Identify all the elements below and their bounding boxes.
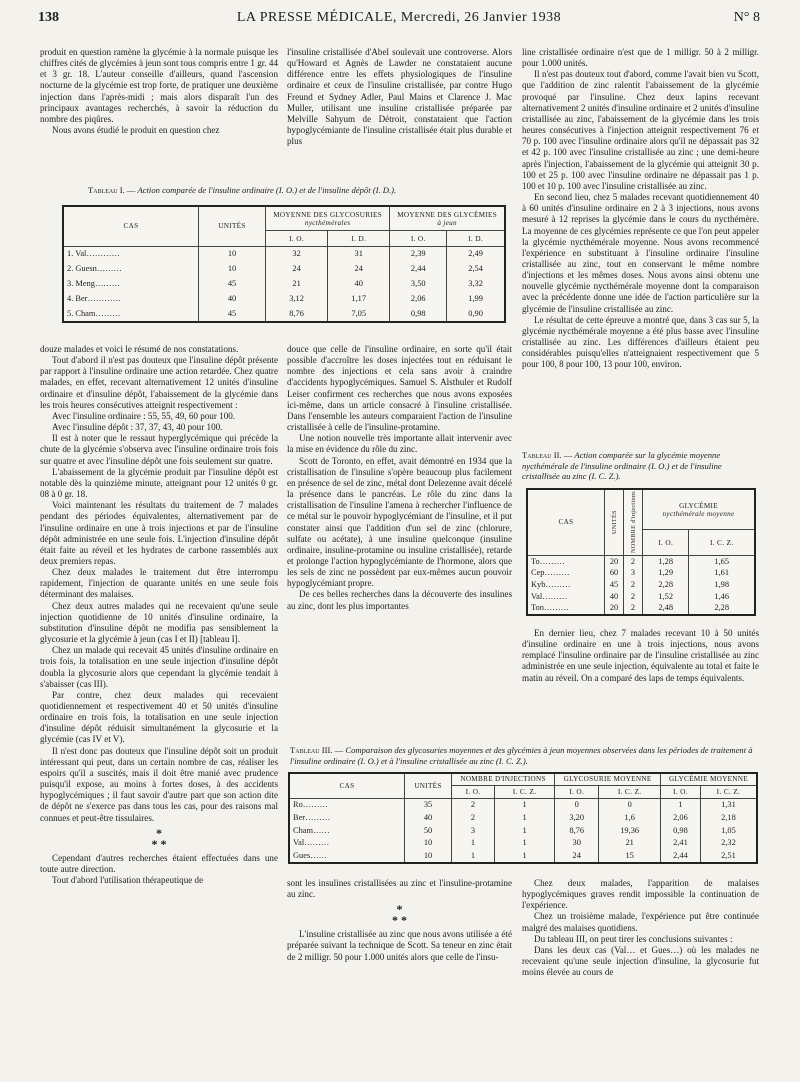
cell: Cep……… (531, 568, 570, 578)
caption-label: Tableau III. — (290, 745, 344, 755)
cell: 4. Ber………… (67, 293, 121, 303)
cell: 0,98 (390, 306, 447, 322)
cell: 60 (605, 567, 624, 579)
cell: 21 (599, 837, 661, 850)
cell: Ber……… (293, 813, 331, 823)
cell: 3,50 (390, 276, 447, 291)
paragraph: L'insuline cristallisée au zinc que nous avons utilisée a été préparée suivant la technique de Scott. Sa teneur en zinc était de 2 milligr. 50 pour 1.000 unités alors que celle de l'insu- (287, 929, 512, 962)
cell: 1 (495, 849, 555, 863)
column-2-top (287, 47, 512, 173)
cell: 2,48 (643, 602, 689, 615)
table-row (289, 812, 757, 825)
table-2 (526, 488, 756, 616)
table-row (289, 837, 757, 850)
paragraph: Scott de Toronto, en effet, avait démontré en 1934 que la cristallisation de l'insuline s'opère beaucoup plus facilement en présence de sel de zinc, métal dont Delezenne avait décelé la présence dans le pancréas. Le rôle du zinc dans la cristallisation de l'insuline l'amena à rechercher l'influence de ce métal sur le pouvoir hypoglycémiant de l'insuline, et il put constater ainsi que l'addition d'un sel de zinc (chlorure, sulfate ou acétate), à une insuline quelconque (insuline ordinaire, insuline-protamine ou insuline cristallisée), retarde et prolonge l'action hypoglycémiante de l'hormone, alors que les sels de zinc ne possèdent par eux-mêmes aucun pouvoir hypoglycémiant propre. (287, 455, 512, 589)
cell: 1,61 (689, 567, 755, 579)
col-header-glycemies (390, 206, 505, 231)
column-3-bottom (522, 878, 759, 1076)
paragraph: L'abaissement de la glycémie produit par l'insuline dépôt est notable dès la quinzième minute, atteignant pour 12 unités 0 gr. 08 à 0 gr. 18. (40, 466, 278, 500)
paragraph: En dernier lieu, chez 7 malades recevant 10 à 50 unités d'insuline ordinaire en une à trois injections, nous avons remplacé l'insuline ordinaire par de l'insuline cristallisée au zinc administrée en une seule injection, équivalente au total et faite le matin au réveil. On a comparé des laps de temps équivalents. (522, 628, 759, 683)
paragraph: line cristallisée ordinaire n'est que de 1 milligr. 50 à 2 milligr. pour 1.000 unités. (522, 47, 759, 69)
cell: 40 (199, 291, 266, 306)
paragraph: Chez deux malades, l'apparition de malaises hypoglycémiques graves rendit impossible la continuation de l'expérience. (522, 878, 759, 911)
paragraph: Il n'est donc pas douteux que l'insuline dépôt soit un produit intéressant qui peut, dans un certain nombre de cas, réaliser les espoirs qu'il a suscités, mais il doit être manié avec prudence puisqu'il expose, au moins à fortes doses, à des accidents hypoglycémiques ; il faut savoir d'autre part que son action dite de dépôt ne s'exerce pas dans tous les cas, pour des raisons mal connues et peut-être tissulaires. (40, 745, 278, 823)
header-subtext: nycthémérale moyenne (662, 509, 735, 518)
cell: 24 (555, 849, 599, 863)
cell: 0,98 (661, 824, 701, 837)
col-header-nombre: NOMBRE d'injections (624, 489, 643, 555)
caption-text: Comparaison des glycosuries moyennes et des glycémies à jeun moyennes observées dans les périodes de traitement à l'insuline ordinaire (I. O.) et à l'insuline cristallisée au zinc (I. C. Z.). (290, 745, 753, 766)
header-subtext: nycthémérales (304, 218, 351, 227)
table-row (527, 579, 755, 591)
cell: 1,99 (447, 291, 505, 306)
cell: 2 (624, 555, 643, 567)
col-header-glycemie: GLYCÉMIE MOYENNE (661, 773, 757, 785)
table-3-caption (290, 745, 760, 766)
cell: 3,12 (266, 291, 328, 306)
paragraph: douce que celle de l'insuline ordinaire, en sorte qu'il était possible d'accroître les doses injectées tout en réduisant le nombre des injections et cela sans avoir à craindre d'accidents hypoglycémiques. Samuel S. Alsthuler et Rudolf Leiser confirment ces recherches que nous avons exposées ici-même, dans un article consacré à l'insuline cristallisée. Dans l'ensemble les auteurs comparaient l'action de l'insuline cristallisée à celle de l'insuline-protamine. (287, 344, 512, 433)
cell: 3 (624, 567, 643, 579)
cell: 2,54 (447, 262, 505, 277)
paragraph: sont les insulines cristallisées au zinc et l'insuline-protamine au zinc. (287, 878, 512, 900)
cell: 35 (405, 798, 452, 811)
paragraph: De ces belles recherches dans la découverte des insulines au zinc, dont les plus importantes (287, 589, 512, 611)
cell: 2,49 (447, 246, 505, 261)
cell: Ro……… (293, 800, 328, 810)
table-row (63, 306, 505, 322)
cell: 31 (328, 246, 390, 261)
sub-header: I. C. Z. (689, 530, 755, 555)
cell: 2,28 (643, 579, 689, 591)
col-header-glycosuries (266, 206, 390, 231)
cell: 0 (599, 798, 661, 811)
cell: 1,46 (689, 591, 755, 603)
cell: 21 (266, 276, 328, 291)
cell: 2 (624, 602, 643, 615)
cell: 2,32 (700, 837, 757, 850)
cell: 1 (495, 798, 555, 811)
col-header-glycosurie: GLYCOSURIE MOYENNE (555, 773, 661, 785)
cell: 1,29 (643, 567, 689, 579)
cell: 45 (605, 579, 624, 591)
paragraph: Nous avons étudié le produit en question chez (52, 125, 220, 136)
cell: 40 (328, 276, 390, 291)
table-1-caption (88, 185, 488, 196)
table-2-caption (522, 450, 759, 482)
cell: Kyb……… (531, 579, 571, 589)
cell: 2 (624, 579, 643, 591)
paragraph: Tout d'abord il n'est pas douteux que l'insuline dépôt présente par rapport à l'insuline ordinaire une action retardée. Chez quatre malades, en effet, recevant alternativement 12 unités d'insuline ordinaire et d'insuline dépôt, l'abaissement de la glycémie dans les trois heures consécutives atteignit respectivement : (40, 355, 278, 410)
cell: 1,65 (689, 555, 755, 567)
paragraph: Dans les deux cas (Val… et Gues…) où les malades ne recevaient qu'une seule injection d'insuline, la glycosurie fut moins élevée au cours de (522, 944, 759, 978)
table-row (289, 824, 757, 837)
table-row (63, 262, 505, 277)
paragraph: Voici maintenant les résultats du traitement de 7 malades pendant des périodes équivalentes, alternativement par de l'insuline ordinaire en une à trois injections et par de l'insuline dépôt administrée en une seule fois. L'injection d'insuline dépôt était faite au réveil et les hydrates de carbone rassemblés aux deux premiers repas. (40, 500, 278, 566)
col-header-unites: UNITÉS (199, 206, 266, 246)
cell: 3. Meng……… (67, 278, 121, 288)
cell: Cham…… (293, 825, 330, 835)
cell: 32 (266, 246, 328, 261)
header-text: GLYCÉMIE (679, 501, 718, 510)
issue-number: N° 8 (733, 10, 760, 25)
cell: 2. Guesn……… (67, 264, 122, 274)
cell: 10 (199, 262, 266, 277)
col-header-unites: UNITÉS (605, 489, 624, 555)
paragraph: Chez deux autres malades qui ne recevaient qu'une seule injection quotidienne de 10 unités d'insuline ordinaire, la substitution d'insuline dépôt ne modifia pas sensiblement la glycosurie et la glycémie à jeun (cas I et II) [tableau I]. (40, 600, 278, 645)
cell: Gues…… (293, 850, 327, 860)
cell: 8,76 (555, 824, 599, 837)
column-2-body (287, 344, 512, 736)
col-header-cas: CAS (63, 206, 199, 246)
cell: 1 (495, 812, 555, 825)
table-3 (288, 772, 758, 864)
sub-header: I. C. Z. (700, 785, 757, 798)
cell: 2,44 (661, 849, 701, 863)
table-row (289, 849, 757, 863)
col-header-cas: CAS (527, 489, 605, 555)
cell: 2,44 (390, 262, 447, 277)
paragraph: Avec l'insuline dépôt : 37, 37, 43, 40 pour 100. (52, 422, 223, 433)
paragraph: Il est à noter que le ressaut hyperglycémique qui précède la chute de la glycémie s'observa avec l'insuline ordinaire trois fois sur quatre et avec l'insuline dépôt une fois seulement sur quatre. (40, 433, 278, 466)
cell: Ton……… (531, 603, 570, 613)
sub-header: I. O. (266, 231, 328, 246)
paragraph: Par contre, chez deux malades qui recevaient quotidiennement et respectivement 40 et 50 unités d'insuline ordinaire en trois fois, la totalisation en une seule injection d'insuline dépôt réduisit simultanément la glycosurie et la glycémie (cas IV et V). (40, 689, 278, 745)
table-row (289, 798, 757, 811)
cell: 24 (266, 262, 328, 277)
cell: 2,18 (700, 812, 757, 825)
sub-header: I. C. Z. (599, 785, 661, 798)
page-number: 138 (38, 10, 59, 25)
paragraph: Avec l'insuline ordinaire : 55, 55, 49, 60 pour 100. (52, 410, 236, 421)
table-row (63, 246, 505, 261)
paragraph: Le résultat de cette épreuve a montré que, dans 3 cas sur 5, la glycémie nycthémérale moyenne a été plus basse avec l'insuline cristallisée au zinc. Les différences d'ailleurs étaient peu considérables puisqu'elles n'atteignaient respectivement que 5 pour 100, 8 pour 100, 13 pour 100, environ. (522, 314, 759, 370)
cell: 1,52 (643, 591, 689, 603)
cell: 8,76 (266, 306, 328, 322)
cell: 1,31 (700, 798, 757, 811)
cell: 20 (605, 555, 624, 567)
cell: 2,28 (689, 602, 755, 615)
table-row (63, 291, 505, 306)
cell: 2,51 (700, 849, 757, 863)
cell: 1 (495, 837, 555, 850)
column-2-bottom (287, 878, 512, 1076)
column-1-body (40, 344, 278, 1076)
paragraph: Cependant d'autres recherches étaient effectuées dans une toute autre direction. (40, 852, 278, 874)
col-header-injections: NOMBRE D'INJECTIONS (452, 773, 555, 785)
table-1 (62, 205, 506, 323)
page-header (38, 10, 760, 30)
cell: 1 (452, 837, 495, 850)
cell: 5. Cham……… (67, 308, 121, 318)
paragraph: Chez un malade qui recevait 45 unités d'insuline ordinaire en trois fois, la totalisation en une seule injection d'insuline dépôt doubla la glycosurie alors que cependant la glycémie tendait à s'abaisser (cas III). (40, 645, 278, 689)
cell: 3 (452, 824, 495, 837)
cell: Val……… (293, 838, 330, 848)
cell: 2,06 (661, 812, 701, 825)
cell: 19,36 (599, 824, 661, 837)
header-subtext: à jeun (437, 218, 457, 227)
col-header-cas: CAS (289, 773, 405, 798)
section-separator: * * * (392, 902, 407, 928)
cell: 3,20 (555, 812, 599, 825)
sub-header: I. O. (643, 530, 689, 555)
cell: 2 (624, 591, 643, 603)
column-3-body (522, 628, 759, 736)
cell: 2 (452, 798, 495, 811)
cell: 10 (199, 246, 266, 261)
table-row (527, 567, 755, 579)
paragraph: Il n'est pas douteux tout d'abord, comme l'avait bien vu Scott, que l'addition de zinc ralentit l'abaissement de la glycémie provoqué par l'insuline. Chez deux lapins recevant alternativement 2 unités d'insuline ordinaire et 2 unités d'insuline cristallisée au zinc, l'abaissement de la glycémie dans les trois heures consécutives à l'injection atteignit respectivement 76 et 70 p. 100 avec l'insuline ordinaire alors qu'il ne dépassait pas 32 et 42 p. 100 avec l'insuline cristallisée au zinc ; une demi-heure après l'injection, l'abaissement de la glycémie qui atteignit 30 p. 100 et 25 p. 100 avec l'insuline ordinaire ne dépassait pas 1 p. 100 et 10 p. 100 avec l'insuline cristallisée au zinc. (522, 69, 759, 191)
table-row (527, 555, 755, 567)
sub-header: I. D. (447, 231, 505, 246)
cell: 1,6 (599, 812, 661, 825)
cell: 0 (555, 798, 599, 811)
paragraph: Chez un troisième malade, l'expérience put être continuée malgré des malaises quotidiens. (522, 911, 759, 933)
cell: 45 (199, 306, 266, 322)
sub-header: I. O. (452, 785, 495, 798)
sub-header: I. D. (328, 231, 390, 246)
sub-header: I. O. (390, 231, 447, 246)
cell: 40 (405, 812, 452, 825)
cell: 2,06 (390, 291, 447, 306)
cell: 1 (661, 798, 701, 811)
sub-header: I. O. (555, 785, 599, 798)
sub-header: I. C. Z. (495, 785, 555, 798)
cell: 1. Val………… (67, 249, 120, 259)
paragraph: En second lieu, chez 5 malades recevant quotidiennement 40 à 60 unités d'insuline ordinaire en 2 à 3 injections, nous avons mesuré à 12 reprises la glycémie dans le cours du nycthémère. La moyenne de ces glycémies représente ce que l'on peut appeler la glycémie nycthémérale moyenne. Nous avons recommencé l'expérience en substituant à l'insuline ordinaire l'insuline cristallisée au zinc, tout en conservant le même nombre d'injections et les mêmes doses. Nous avons ainsi obtenu une nouvelle glycémie nycthémérale moyenne dont la comparaison avec la précédente donne une idée de l'action particulière sur la glycémie de l'insuline cristallisée au zinc. (522, 192, 759, 314)
journal-title: LA PRESSE MÉDICALE, Mercredi, 26 Janvier 1938 (236, 10, 562, 25)
table-row (527, 602, 755, 615)
paragraph: Une notion nouvelle très importante allait intervenir avec la mise en évidence du rôle du zinc. (287, 433, 512, 455)
table-row (527, 591, 755, 603)
col-header-unites: UNITÉS (405, 773, 452, 798)
col-header-glycemie (643, 489, 756, 530)
paragraph: douze malades et voici le résumé de nos constatations. (40, 344, 239, 354)
caption-label: Tableau I. — (88, 185, 136, 195)
cell: 2,41 (661, 837, 701, 850)
header-text: MOYENNE DES GLYCOSURIES (273, 210, 383, 219)
cell: 2 (452, 812, 495, 825)
cell: 50 (405, 824, 452, 837)
paragraph: produit en question ramène la glycémie à la normale puisque les chiffres cités de glycémies à jeun sont tous compris entre 1 gr. 44 et 3 gr. 18. L'auteur conseille d'ailleurs, quand l'ascension nocturne de la glycémie est trop forte, de pratiquer une deuxième injection dans l'après-midi ; mais alors disparaît l'un des principaux avantages recherchés, à savoir la réduction du nombre des piqûres. (40, 47, 278, 124)
paragraph: Chez deux malades le traitement dut être interrompu rapidement, l'injection de quarante unités en une seule fois déterminant des malaises. (40, 567, 278, 600)
cell: 30 (555, 837, 599, 850)
cell: 1,98 (689, 579, 755, 591)
cell: 7,05 (328, 306, 390, 322)
cell: 40 (605, 591, 624, 603)
cell: 20 (605, 602, 624, 615)
cell: 2,39 (390, 246, 447, 261)
cell: 3,32 (447, 276, 505, 291)
caption-text: Action comparée sur la glycémie moyenne nycthémérale de l'insuline ordinaire (I. O.) et de l'insuline cristallisée au zinc (I. C. Z.). (522, 450, 722, 482)
column-3-top (522, 47, 759, 442)
cell: 45 (199, 276, 266, 291)
cell: 15 (599, 849, 661, 863)
cell: Val……… (531, 591, 568, 601)
paragraph: l'insuline cristallisée d'Abel soulevait une controverse. Alors qu'Howard et Agnès de Lawder ne constataient aucune différence entre les effets physiologiques de l'insuline ordinaire et ceux de l'insuline cristallisée, par contre Hugo Freund et Sydney Adler, Paul Mains et Clarence J. Mac Muller, utilisant une insuline cristallisée préparée par Melville Sahyum de Détroit, constataient que l'action hypoglycémiante de l'insuline cristallisée était plus durable et plus (287, 47, 512, 147)
cell: 1 (452, 849, 495, 863)
cell: To……… (531, 556, 565, 566)
paragraph: Tout d'abord l'utilisation thérapeutique de (52, 875, 204, 886)
cell: 1,17 (328, 291, 390, 306)
sub-header: I. O. (661, 785, 701, 798)
cell: 0,90 (447, 306, 505, 322)
cell: 1,28 (643, 555, 689, 567)
column-1-top (40, 47, 278, 173)
section-separator: * * * (151, 825, 167, 851)
paragraph: Du tableau III, on peut tirer les conclusions suivantes : (534, 933, 733, 944)
caption-text: Action comparée de l'insuline ordinaire (I. O.) et de l'insuline dépôt (I. D.). (137, 185, 397, 195)
cell: 10 (405, 849, 452, 863)
cell: 24 (328, 262, 390, 277)
cell: 1,05 (700, 824, 757, 837)
cell: 10 (405, 837, 452, 850)
table-row (63, 276, 505, 291)
cell: 1 (495, 824, 555, 837)
caption-label: Tableau II. — (522, 450, 573, 460)
header-text: MOYENNE DES GLYCÉMIES (397, 210, 498, 219)
